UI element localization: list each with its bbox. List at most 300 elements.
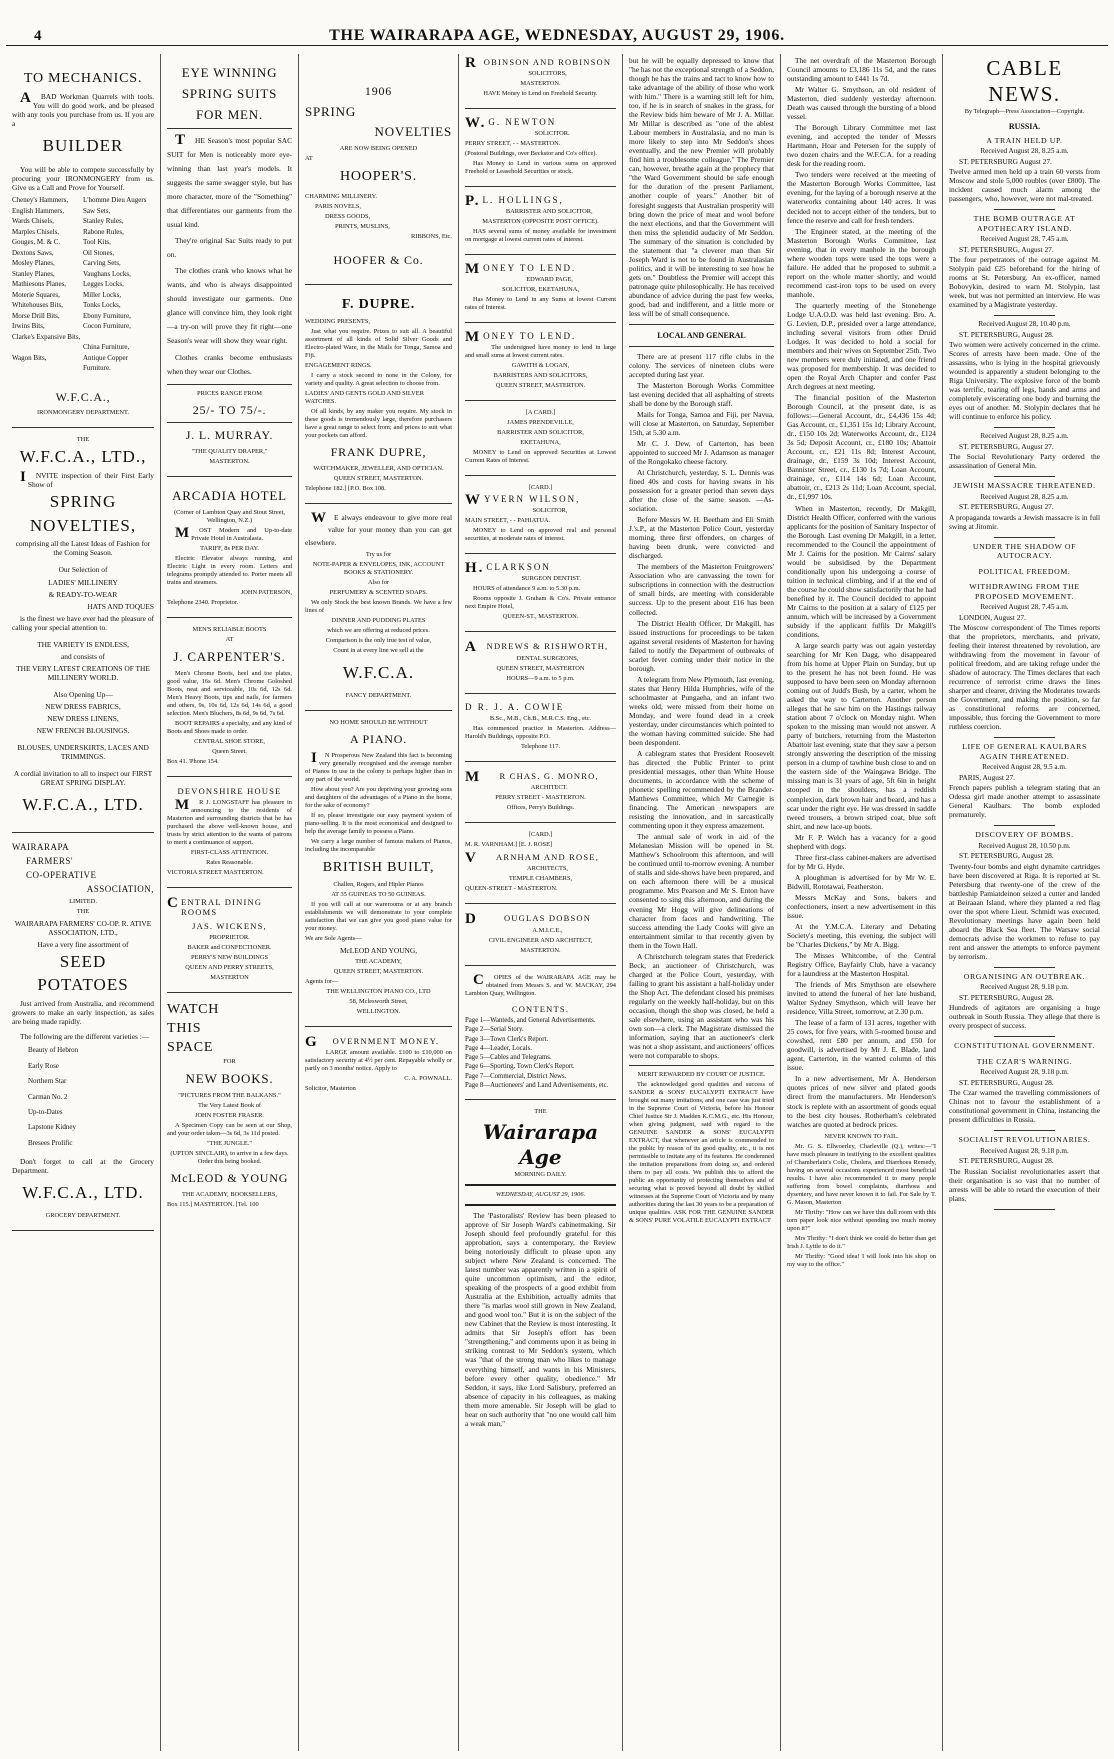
cable-location: PARIS, August 27. [959,773,1015,783]
the-academy: THE ACADEMY, [355,957,402,965]
page-solicitor: SOLICITOR, EKETAHUNA, [502,286,579,294]
arcadia-heading: ARCADIA HOTEL [172,487,287,503]
cable-body: The Social Revolutionary Party ordered the assassination of General Min. [949,452,1100,471]
cable-received: Received August 28, 10.40 p.m. [978,320,1071,329]
varnham-names: M. R. VARNHAM.] [E. J. ROSE] [465,840,553,848]
newton-heading: W.G. NEWTON [465,115,557,132]
cable-headline: ORGANISING AN OUTBREAK. [963,971,1086,981]
andrews-ad [465,632,616,693]
newton-ad [465,109,616,187]
cable-location: ST. PETERSBURG, August 28. [959,1078,1054,1088]
french-blousings: NEW FRENCH BLOUSINGS. [36,725,130,735]
consists-text: and consists of [61,651,105,661]
local-news-continued [787,56,936,1129]
clarkson-rooms: Rooms opposite J. Graham & Co's. Private entrance next Empire Hotel, [465,595,616,611]
local-paragraph: Mr F. P. Welch has a vacancy for a good shepherd with dogs. [787,832,936,851]
a-piano-heading: A PIANO. [349,732,408,747]
for-label: FOR [223,1058,236,1066]
ladies-millinery: LADIES' MILLINERY [48,577,118,587]
eye-winning-heading: EYE WINNING [181,65,278,80]
tool-item: Cocon Furniture, [83,322,131,331]
tariff: TARIFF, 8s PER DAY. [200,544,259,552]
prendeville-desc: BARRISTER AND SOLICITOR, [497,429,584,437]
contents-item: Page 5—Cables and Telegrams. [465,1054,552,1062]
new-books-ad [167,993,292,1219]
tool-item: China Furniture, [83,343,130,352]
seed-heading: SEED [59,951,107,971]
dupre-address: QUEEN STREET, MASTERTON. [333,474,424,482]
local-paragraph: A Christchurch telegram states that Frederick Beck, an auctioneer of Christchurch, was charged at the Police Court, yesterday, with failing to grant his assistant a half-holiday under the Shop Act. The defendant closed his premises regularly on the weekly half-holiday, but on this occasion, though the shop was closed, he held a sale elsewhere, using an assistant who was his own son—a clerk. The Magistrate dismissed the information, saying that an auctioneer's clerk was not a shop assistant, and auctioneers' offices were not comparable to shops. [629,951,774,1060]
cable-received: Received August 28, 9.5 a.m. [982,763,1067,772]
cable-items [949,136,1100,1210]
robinson-heading: ROBINSON AND ROBINSON [465,55,612,71]
russia-heading: RUSSIA. [1008,122,1041,132]
watches-text: Of all kinds, by any maker you require. My stock in these goods is tremendously large, therefore purchasers have a great range to select from; and prices to suit what your pockets can afford. [305,408,452,440]
baker-confectioner: BAKER and CONFECTIONER. [187,944,272,952]
potato-variety: Bresees Prolific [28,1138,73,1147]
cable-body: The Czar warned the travelling commissioners of Chinas not to favour the establishment of a constitutional government in China, instancing the present difficulties in Russia. [949,1088,1100,1125]
contents-item: Page 6—Sporting, Town Clerk's Report. [465,1063,575,1071]
cable-item [949,582,1100,731]
copies-notice [465,966,616,1101]
cable-headline: THE CZAR'S WARNING. [976,1056,1073,1066]
card-label-3: [CARD.] [528,830,553,838]
cable-headline: A TRAIN HELD UP. [986,135,1063,145]
tool-item: Tonks Locks, [83,301,121,310]
cable-news-heading: CABLE NEWS. [986,56,1063,106]
cable-location: ST. PETERSBURG, August 27. [959,502,1054,512]
mechanics-intro: ABAD Workman Quarrels with tools. You will do good work, and be pleased with any tools you purchase from us. If you are a [12,90,154,129]
stock-best: We only Stock the best known Brands. We have a few lines of [305,599,452,615]
local-paragraph: Mr Walter G. Smythson, an old resident of Masterton, died suddenly yesterday afternoon. Death was caused through the bursting of a blood vessel. [787,85,936,122]
tool-item: Legges Locks, [83,280,124,289]
merit-heading: MERIT REWARDED BY COURT OF JUSTICE. [637,1071,766,1079]
carpenter-boots-ad [167,618,292,777]
potato-variety: Early Rose [28,1061,59,1070]
tool-item: Morse Drill Bits, [12,311,60,320]
dress-linens: NEW DRESS LINENS, [47,713,119,723]
leader-continuation: but he will be equally depressed to know that "he has not the exceptional strength of a Seddon, though he has the trains and tact to know how to take advantage of the ability of those who work with him." There is a warning still left for him, too, if he is in search of snakes in the grass, for the Review bids him beware of Mr J. A. Millar. Mr Millar is described as "one of the ablest Labour members in Australasia, and no man is more likely to step into Mr Seddon's shoes eventually, and the new Premier will probably find him a troublesome colleague." The Premier can, however, breathe again at the prophecy that "the Ward Government should be safe enough for the duration of the present Parliament, another couple of years." Another bit of foresight suggests that Australian prosperity will bring down the price of meat and wool before the next elections, and that the Government will then miss the splendid audacity of Mr Seddon. The summary of the situation is concluded by the statement that "a cleverer man than Sir Joseph Ward is not to be found in Australasian politics, and it will be interesting to see how he gets on." Doubtless the Premier will accept this patronage quite philosophically. He has received abundance of advice during the past few weeks, good, bad and indifferent, and a little more or less will be of small consequence. [629,56,774,318]
space-word: SPACE [167,1040,214,1056]
spring-suits-ad [167,54,292,477]
contents-list [465,1017,616,1090]
column-7 [942,54,1106,1751]
local-paragraph: The Engineer stated, at the meeting of the Masterton Borough Works Committee, last evening, that in every manhole in the borough where wooden tops were used the tops were a failure. He added that he proposed to submit a report on the whole matter shortly, and would recommend cast-iron tops to be used on every manhole. [787,226,936,299]
tool-item: Stanley Rules, [83,217,124,226]
cable-item [949,214,1100,309]
tool-item [83,332,154,343]
local-paragraph: A large search party was out again yesterday searching for Mr Ken Dagg, who disappeared from his home at Upper Plain on Sunday, but up to the present he has not been found. He was supposed to have been seen on Monday afternoon coming out of Judd's Bush, by a carter, whom he asked the way to Carterton. Another person alleges that he saw him on the Hastings railway station about 7 o'clock on Monday night. When spoken to the missing man would not answer. A party of butchers, returning from the Masterton Abattoir last evening, state that they saw a person strongly answering the description of the missing person in a clump of tawhine bush close to and on the eastern side of the Waingawa Bridge. The missing man is 31 years of age, 5ft 6in in height stooped in the shoulders, has a reddish complexion, dark brown hair and beard, and has a scar under the right eye. He was dressed in saddle tweed trousers, a brown striped coat, blue soft shirt, and new lace-up boots. [787,640,936,831]
cable-headline: WITHDRAWING FROM THE PROPOSED MOVEMENT. [969,582,1080,601]
monro-address: PERRY STREET - MASTERTON. [495,793,586,801]
sole-agents: We are Sole Agents— [305,934,362,942]
cable-received: Received August 28, 8.25 a.m. [980,492,1069,501]
pownall-solicitor: Solicitor, Masterton [305,1085,356,1093]
specimen-text: A Specimen Copy can be seen at our Shop, and your order taken—3s 6d, 3s 11d posted. [167,1122,292,1138]
cable-headline: CONSTITUTIONAL GOVERNMENT. [954,1041,1095,1051]
local-paragraph: Before Messrs W. H. Beetham and Eli Smith J.'s.P., at the Masterton Police Court, yesterday morning, three first offenders, on charges of having been drunk, were convicted and discharged. [629,515,774,561]
cable-received: Received August 28, 9.18 p.m. [980,1146,1069,1155]
surgeon-dentist: SURGEON DENTIST. [521,575,581,583]
tool-item: L'homme Dieu Augers [83,196,147,205]
cable-item [949,542,1100,561]
cable-item [949,320,1100,421]
prendeville-town: EKETAHUNA, [520,439,561,447]
hoopers-ad [305,54,452,285]
cable-body: Hundreds of agitators are organising a huge outbreak in South Russia. They allege that there is every prospect of success. [949,1003,1100,1031]
potato-varieties [12,1043,154,1151]
tool-item: Tool Kits, [83,238,111,247]
clarkson-ad [465,554,616,632]
card-label: [A CARD.] [525,409,556,417]
cable-location: ST. PETERSBURG, August 28. [959,330,1054,339]
no-home-heading: NO HOME SHOULD BE WITHOUT [329,719,428,727]
tool-item: Irwins Bits, [12,322,45,331]
cable-headline: LIFE OF GENERAL KAULBARS AGAIN THREATENED. [962,742,1087,761]
ironmongery-dept: IRONMONGERY DEPARTMENT. [36,409,130,417]
ribbons-etc: RIBBONS, Etc. [410,233,452,241]
hoopers-spring: SPRING [305,103,357,119]
wfa-full-name: WAIRARAPA FARMERS' CO-OP. R. ATIVE ASSOCIATION, LTD., [14,918,152,937]
mechanics-ad [12,54,154,428]
age-the: THE [534,1108,547,1116]
books-box-tel: Box 115.] MASTERTON. [Tel. 100 [167,1200,259,1208]
tool-item: Oil Stones, [83,248,115,257]
original-suits-text: They're original Sac Suits ready to put on. [167,236,292,260]
wfa-line-1: WAIRARAPA [12,841,70,852]
try-us: Try us for [365,551,392,559]
wilson-ad [465,476,616,554]
cable-headline: UNDER THE SHADOW OF AUTOCRACY. [972,541,1077,561]
potato-variety: Up-to-Dates [28,1107,63,1116]
engagement-text: I carry a stock second to none in the Colony, for variety and quality. A great selection to choose from. [305,372,452,388]
contents-item: Page 2—Serial Story. [465,1026,524,1034]
leader-article [465,1100,616,1438]
local-paragraph: In a new advertisement, Mr A. Henderson quotes prices of new silver and plated goods direct from the manufacturers. Mr Henderson's stock is replete with an assortment of goods equal to the best city houses. Rotherham's celebrated watches are quoted at bedrock prices. [787,1074,936,1129]
local-paragraph: Mails for Tonga, Samoa and Fiji, per Navua, will close at Masterton, on Saturday, September 15th, at 5.30 a.m. [629,409,774,437]
first-class-attention: FIRST-CLASS ATTENTION. [190,848,269,856]
cable-location: ST. PETERSBURG, August 28. [959,851,1054,861]
mechanics-title: TO MECHANICS. [23,71,143,86]
monro-ad [465,762,616,823]
tool-item: Cheney's Hammers, [12,196,69,205]
tool-item: Stanley Planes, [12,269,55,278]
local-news-list [629,352,774,1060]
robinson-ad [465,57,616,109]
wfca-signature: W.F.C.A., [55,389,111,404]
clothes-crank-text: The clothes crank who knows what he wants, and who is always disappointed should investigate our garments. One glance will convince him, they look right—a try-on will prove they fit right—one Season's wear will show they wear right. [167,266,292,346]
engagement-heading: ENGAGEMENT RINGS. [305,362,372,370]
wickens-proprietor: PROPRIETOR. [209,934,250,942]
column-3 [298,54,458,1751]
cable-location: ST. PETERSBURG, August 27. [959,245,1054,254]
watchmaker: WATCHMAKER, JEWELLER, AND OPTICIAN. [313,464,444,472]
dupre-ad [305,285,452,504]
hoopers-at: AT [305,155,313,163]
tool-item: Antique Copper Furniture. [83,353,128,373]
cable-body: A propaganda towards a Jewish massacre is in full swing at Jitomir. [949,512,1100,531]
comparison-text: Comparison is the only true test of value, [325,637,432,645]
dress-goods: DRESS GOODS, [325,213,371,221]
hoopers-name: HOOPER'S. [339,169,417,185]
contents-item: Page 7—Commercial, District News. [465,1072,567,1080]
spring-novelties-ad [12,428,154,833]
repairs-text: BOOT REPAIRS a specialty, and any kind of Boots and Shoes made to order. [167,719,292,735]
devonshire-house-ad [167,777,292,888]
mcleod-and-young: McLEOD AND YOUNG, [339,945,418,955]
column-2 [160,54,298,1751]
central-dining-heading: CENTRAL DINING ROOMS [167,894,263,918]
guineas-price: AT 35 GUINEAS TO 50 GUINEAS. [331,890,426,898]
tool-item: Mathiesons Planes, [12,280,67,289]
very-fine-text: Have a very fine assortment of [37,939,129,949]
elevator-text: Electric Elevator always running, and Electric Light in every room. Letters and telegrams promptly attended to. Porter meets all trains and steamers. [167,554,292,586]
newton-perry: PERRY STREET, - - MASTERTON. [465,140,561,148]
comprising-text: comprising all the Latest Ideas of Fashion for the Coming Season. [15,539,151,558]
count-text: Count in at every line we sell at the [333,647,424,655]
wfca-fancy: W.F.C.A. [342,663,415,683]
undersigned-text: The undersigned have money to lend in large and small sums at lowest current rates. [465,344,616,360]
builder-heading: BUILDER [42,136,124,156]
local-paragraph: At the Y.M.C.A. Literary and Debating Society's meeting, this evening, the subject will be "Charles Dickens," by Mr A. Bigg. [787,921,936,949]
fancy-dept-ad [305,504,452,711]
central-dining-ad [167,888,292,993]
gawith-address: QUEEN STREET, MASTERTON. [495,382,586,390]
local-paragraph: Three first-class cabinet-makers are advertised for by Mr G. Hyde. [787,852,936,871]
tool-item: Vaughans Locks, [83,269,131,278]
leader-text: The 'Pastoralists' Review has been pleased to approve of Sir Joseph Ward's cabinetmaking. Sir Joseph should feel profoundly grateful for this approbation, says a contemporary, the Review being notoriously difficult to please upon any subject where New Zealand is concerned. The latest number was apparently written in a spirit of quite uncommon optimism, and the editor, speaking of the prospects of a good exhibit from Australia at the Exhibition, actually admits that there "is marlas wool still grown in New Zealand, and good wool too." But it is on the subject of the new Cabinet that the Review is most interesting. It admits that Sir Joseph's effort has been "strengthening," and comments upon it as being in striking contrast to Mr Seddon's system, which was "that of the strong man who likes to manage everything himself, and wants in his Ministers, before every other quality, obedience." Mr Seddon, it says, like Lord Salisbury, preferred an absence of capacity in his colleagues, as making them more amenable. Sir Joseph will be glad to hear on such authority that "no one would call him a weak man," [465,1210,616,1428]
local-paragraph: A telegram from New Plymouth, last evening, states that Henry Hilda Humphries, wife of the schoolmaster at Pungaeha, and an infant two weeks old, were missed from their home on Monday, and were found dead in a creek yesterday, under circumstances which pointed to the woman having committed suicide. She had been despondent. [629,674,774,747]
dobson-heading: DOUGLAS DOBSON [465,911,592,928]
robinson-masterton: MASTERTON. [520,80,561,88]
tool-item: Wards Chisels, [12,217,54,226]
local-paragraph: The financial position of the Masterton Borough Council, at the present date, is as follows:—General Account, dr., £4,436 15s 4d; Gas Account, cr., £1,351 15s 1d; Library Account, dr., £150 10s 2d; Waterworks Account, dr., £124 3s 5d; Deposit Account, cr., £180 10s; Abattoir Account, cr., £21 11s 8d; Interest Account, drainage, dr., £159 3s 10d; Interest Account, Bannister Street, cr., £130 1s 7d; Loan Account, drainage, cr., £114 14s 6d; Loan Account, abattoir, cr., £213 2s 11d; Loan Account, special, dr., £1,997 10s. [787,393,936,502]
cable-received: Received August 28, 8.25 a.m. [980,432,1069,441]
potato-variety: Beauty of Hebron [28,1046,79,1055]
cable-body: Two women were actively concerned in the crime. Scores of arrests have been made. One of the assassins, who is lying in the hospital grievously wounded is apparently a student belonging to the Riga University. The explosive force of the bomb was terrific, tearing off legs, hands and arms and completely eviscerating one body and burning the eyes out of another. M. Stolypin declares that he will continue to enforce his policy. [949,340,1100,422]
tool-item: Wagon Bits, [12,353,47,362]
victoria-street: VICTORIA STREET MASTERTON. [167,868,264,876]
tool-item: Miller Locks, [83,290,122,299]
dobson-masterton: MASTERTON. [520,946,561,954]
prendeville-ad [465,401,616,476]
pownall-name: C. A. POWNALL. [404,1075,452,1083]
latest-book: The Very Latest Book of [197,1102,262,1110]
tool-item [12,342,83,353]
cable-item [949,481,1100,530]
dont-forget-text: Don't forget to call at the Grocery Department. [12,1157,154,1176]
clarkson-hours: HOURS of attendance 9 a.m. to 5.30 p.m. [473,585,581,593]
wfca-ltd-signature: W.F.C.A., LTD. [22,795,144,815]
gov-money-text: LARGE amount available. £100 to £10,000 on satisfactory security at 4½ per cent. Repayable wholly or partly on 3 months' notice. Apply to [305,1049,452,1073]
cowie-heading: D R. J. A. COWIE [465,701,565,712]
fancy-department: FANCY DEPARTMENT. [345,692,412,700]
page-money-ad [465,255,616,323]
contents-item: Page 1—Wanteds, and General Advertisements. [465,1016,596,1024]
offering-text: which we are offering at reduced prices. [327,627,430,635]
hollings-text: HAS several sums of money available for investment on mortgage at lowest current rates of interest. [465,228,616,244]
piano-ad [305,711,452,1027]
varnham-heading: VARNHAM AND ROSE, [465,849,600,866]
gawith-ad [465,323,616,401]
local-paragraph: The Borough Library Committee met last evening, and accepted the tender of Messrs Hartmann, Hoar and Petersen for the supply of two dozen chairs and the W.F.C.A. for a reading desk for the reading room. [787,123,936,169]
piano-text: IN Prosperous New Zealand this fact is becoming very generally recognised and the average number of Pianos in use in the colony is perhaps higher than in any part of the world. [305,749,452,783]
contents-item: Page 4—Leader, Locals. [465,1044,532,1052]
dobson-amice: A.M.I.C.E., [532,926,563,934]
hoopers-novelties: NOVELTIES [374,124,452,140]
cable-headline: THE BOMB OUTRAGE AT APOTHECARY ISLAND. [973,214,1076,233]
cable-headline: POLITICAL FREEDOM. [978,566,1071,576]
age-title-gothic: Wairarapa Age [482,1120,599,1169]
limited-label: LIMITED. [69,897,97,905]
new-books-heading: NEW BOOKS. [185,1071,274,1087]
cable-body: The Russian Socialist revolutionaries assert that their organisation is so vast that no number of arrests will be able to retard the execution of their plans. [949,1166,1100,1203]
at-label: AT [225,635,234,643]
cable-body: Twelve armed men held up a train 60 versts from Moscow and stole 5,000 roubles (over £800). The incident caused much alarm among the passengers, who, however, were not mal-treated. [949,167,1100,204]
carpenter-name: J. CARPENTER'S. [173,648,286,664]
page-number: 4 [34,28,42,44]
mens-boots-heading: MEN'S RELIABLE BOOTS [192,625,267,633]
frank-dupre: FRANK DUPRE, [330,445,427,460]
piano-address: QUEEN STREET, MASTERTON. [333,967,424,975]
selection-text: Our Selection of [58,565,108,575]
for-men-heading: FOR MEN. [195,106,264,122]
tool-item: English Hammers, [12,206,65,215]
monro-offices: Offices, Perry's Buildings. [506,803,575,811]
blouses-text: BLOUSES, UNDERSKIRTS, LACES AND TRIMMINGS. [17,742,149,761]
cable-headline: JEWISH MASSACRE THREATENED. [953,481,1096,491]
builder-text: You will be able to compete successfully by procuring your IRONMONGERY from us. Give us a Call and Prove for Yourself. [12,164,154,192]
wilson-solicitor: SOLICITOR, [532,507,568,515]
varnham-ad [465,823,616,904]
longstaff-text: MR J. LONGSTAFF has pleasure in announcing to the residents of Masterton and surrounding districts that he has purchased the above well-known house, and trusts by strict attention to the wants of patrons to merit a continuance of support. [167,796,292,846]
cable-location: ST. PETERSBURG, August 27. [959,442,1054,452]
wedding-text: Just what you require. Prizes to suit all. A beautiful assortment of all kinds of Solid Silver Goods and Electro-plated Ware, in the Mails for Tonga, Samoa and Fiji. [305,328,452,360]
queen-perry-streets: QUEEN AND PERRY STREETS, [185,964,274,972]
wfa-line-3: CO-OPERATIVE [26,869,97,880]
varnham-architects: ARCHITECTS, [527,865,569,873]
central-shoe-store: CENTRAL SHOE STORE, [194,737,265,745]
variety-text: THE VARIETY IS ENDLESS, [37,639,129,649]
cable-item [949,1057,1100,1124]
cable-received: Received August 28, 7.45 a.m. [980,603,1069,612]
cable-headline: SOCIALIST REVOLUTIONARIES. [958,1135,1091,1145]
dobson-civil: CIVIL ENGINEER AND ARCHITECT, [488,936,593,944]
ready-to-wear: & READY-TO-WEAR [48,589,118,599]
card-label-2: [CARD.] [528,484,553,492]
the-label-2: THE [76,907,90,915]
hollings-ad [465,187,616,255]
cable-received: Received August 28, 7.45 a.m. [980,235,1069,244]
varnham-address: QUEEN-STREET - MASTERTON. [465,885,558,893]
newton-solicitor: SOLICITOR. [534,130,570,138]
how-about-text: How about you? Are you depriving your growing sons and daughters of the advantages of a Piano in the home, for the sake of economy? [305,785,452,809]
page-text: Has Money to Lend in any Sums at lowest Current rates of Interest. [465,296,616,312]
cable-received: Received August 28, 10.50 p.m. [978,841,1071,850]
copies-text: COPIES of the WAIRARAPA AGE may be obtained from Messrs S. and W. MACKAY, 294 Lambton Quay, Wellington. [465,971,616,997]
cable-item [949,567,1100,577]
cowie-ad [465,694,616,762]
andrews-heading: ANDREWS & RISHWORTH, [465,639,609,656]
local-paragraph: The net overdraft of the Masterton Borough Council amounts to £3,186 11s 5d, and the rates outstanding amount to £441 1s 7d. [787,56,936,84]
newspaper-title: THE WAIRARAPA AGE, WEDNESDAY, AUGUST 29, 1906. [329,27,785,44]
gov-money-heading: GOVERNMENT MONEY. [305,1033,440,1050]
hats-toques: HATS AND TOQUES [87,601,154,611]
balkans-title: "PICTURES FROM THE BALKANS." [178,1092,281,1100]
cable-location: ST. PETERSBURG, August 28. [959,993,1054,1003]
arcadia-text: MOST Modern and Up-to-date Private Hotel in Australasia. [175,524,292,542]
latest-creations: THE VERY LATEST CREATIONS OF THE MILLINERY WORLD. [16,663,150,682]
wedding-heading: WEDDING PRESENTS, [305,318,370,326]
cowie-telephone: Telephone 117. [520,742,561,750]
call-text: If you will call at our warerooms or at any branch establishments we will demonstrate to your complete satisfaction that we can give you good piano value for your money. [305,900,452,932]
robinson-solicitors: SOLICITORS, [528,70,567,78]
arcadia-hotel-ad [167,477,292,618]
newton-money: Has Money to Lend in various sums on approved Freehold or Leasehold Securities or stock. [465,160,616,176]
wickens-name: JAS. WICKENS, [192,920,267,931]
column-5 [622,54,780,1751]
monro-architect: ARCHITECT. [530,783,568,791]
column-4 [458,54,622,1751]
sinclair-text: (UPTON SINCLAIR), to arrive in a few days. Order this being booked. [170,1150,289,1166]
cable-received: Received August 28, 8.25 a.m. [980,147,1069,156]
tool-item: Dextons Saws, [12,248,54,257]
dupre-heading: F. DUPRE. [341,297,416,313]
jungle-title: "THE JUNGLE." [207,1140,252,1148]
potato-variety: Northern Star [28,1077,67,1086]
enthusiasts-text: Clothes cranks become enthusiasts when they wear our Clothes. [167,352,292,376]
local-paragraph: Two tenders were received at the meeting of the Masterton Borough Works Committee, last evening, for the laying of a borough reserve at the waterworks containing about 140 acres. It was decided not to accept either of the tenders, but to fence the reserve and call for fresh tenders. [787,170,936,225]
merit-text: The acknowledged good qualities and success of SANDER & SONS' EUCALYPTI EXTRACT have brought out many imitations, and one case was just tried in the Supreme Court of Victoria, before his Honour Chief Justice Sir J. Madden K.C.M.G., etc. His Honour, when giving judgment, said with regard to the GENUINE SANDER & SONS' EUCALYPTI EXTRACT, that whenever an article is commended to the public by reason of its good quality, etc., it is not permissible to imitate any of its features. He condemned the imitation preparations from doing so, and ordered them to pay all costs. We publish this to afford the public an opportunity of protecting themselves and of securing what is proved beyond all doubt by skilled witnesses at the Supreme Court of Victoria and by many authorities during the last 30 years to be a preparation of unique qualities. ASK FOR THE GENUINE SANDER & SONS' PURE VOLATILE EUCALYPTI EXTRACT [629,1081,774,1225]
andrews-hours: HOURS—9 a.m. to 5 p.m. [506,674,575,682]
wfa-line-2: FARMERS' [26,855,73,866]
monro-heading: MR CHAS. G. MONRO, [465,768,599,785]
never-known-heading: NEVER KNOWN TO FAIL. [824,1132,899,1140]
cowie-degrees: B.Sc., M.B., Ch.B., M.R.C.S. Eng., etc. [489,714,592,722]
local-paragraph: Mr C. J. Dew, of Carterton, has been appointed to succeed Mr J. Adamson as manager of the Rongokako cheese factory. [629,438,774,466]
perfumery: PERFUMERY & SCENTED SOAPS. [329,589,428,597]
cable-item [949,1041,1100,1051]
tool-item: Gouges, M. & C. [12,238,61,247]
potatoes-heading: POTATOES [37,975,129,995]
robinson-money: HAVE Money to Lend on Freehold Security. [483,90,598,98]
page-money-heading: MONEY TO LEND. [465,261,577,278]
cable-received: Received August 28, 9.18 p.m. [980,983,1069,992]
paterson-name: JOHN PATERSON, [240,588,292,596]
year-1906: 1906 [364,84,393,98]
dinner-plates: DINNER AND PUDDING PLATES [331,617,426,625]
suits-text: THE Season's most popular SAC SUIT for Men is noticeably more eye-winning than last year's models. It suggests the same swagger style, but has more character, more of the "Something" that differentiates our garments from the usual kind. [167,131,292,229]
this-word: THIS [167,1021,202,1037]
tool-item: Clarke's Expansive Bits, [12,332,81,341]
arrived-text: Just arrived from Australia, and recommend growers to make an early inspection, as sales are being made rapidly. [12,999,154,1027]
wellington-piano: THE WELLINGTON PIANO CO., LTD [326,987,431,995]
devonshire-heading: DEVONSHIRE HOUSE [177,785,282,796]
wfa-line-4: ASSOCIATION, [86,883,154,894]
cable-body: French papers publish a telegram stating that an Odessa girl made another attempt to assassinate General Kaulbars. The bomb exploded prematurely. [949,783,1100,820]
tool-list-left [12,195,83,374]
being-opened: ARE NOW BEING OPENED [339,145,418,153]
chalien-pianos: Challen, Rogers, and Hipler Pianos [333,880,424,888]
edward-page: EDWARD PAGE, [526,276,573,284]
tool-item: Saw Sets, [83,206,111,215]
shoe-queen-st: Queen Street. [212,747,247,755]
if-so-text: If so, please investigate our easy payment system of piano-selling. It is the most economical and designed to help the average family to possess a Piano. [305,811,452,835]
hollings-barrister: BARRISTER AND SOLICITOR, [505,208,593,216]
local-paragraph: The lease of a farm of 131 acres, together with 25 cows, for five years, with 5-roomed house and cowshed, rent £80 per annum, and £50 for goodwill, is advertised by Mr J. E. Blade, land agent, Carterton, in the wanted column of this issue. [787,1018,936,1073]
contents-item: Page 8—Auctioneers' and Land Advertisements, etc. [465,1081,609,1089]
also-for: Also for [367,579,390,587]
